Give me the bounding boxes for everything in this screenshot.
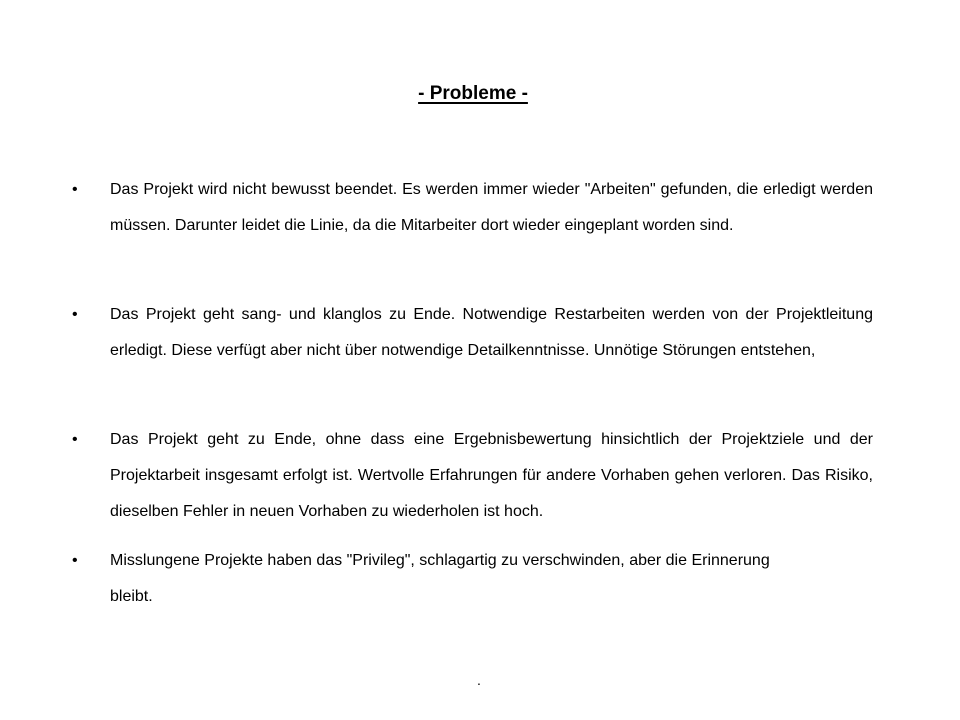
footer-mark: . [477, 672, 481, 688]
bullet-item [72, 297, 873, 369]
bullet-item [72, 543, 810, 615]
bullet-item [72, 172, 873, 244]
bullet-marker: • [72, 431, 78, 448]
page-title: - Probleme - [418, 83, 528, 104]
bullet-marker: • [72, 306, 78, 323]
bullet-marker: • [72, 181, 78, 198]
bullet-text: Das Projekt geht sang- und klanglos zu Ende. Notwendige Restarbeiten werden von der Projektleitung erledigt. Diese verfügt aber nicht über notwendige Detailkenntnisse. Unnötige Störungen entstehen, [110, 306, 873, 359]
bullet-item [72, 422, 873, 530]
bullet-text: Das Projekt wird nicht bewusst beendet. Es werden immer wieder "Arbeiten" gefunden, die erledigt werden müssen. Darunter leidet die Linie, da die Mitarbeiter dort wieder eingeplant worden sind. [110, 181, 873, 234]
bullet-text: Das Projekt geht zu Ende, ohne dass eine Ergebnisbewertung hinsichtlich der Projektziele und der Projektarbeit insgesamt erfolgt ist. Wertvolle Erfahrungen für andere Vorhaben gehen verloren. Das Risiko, dieselben Fehler in neuen Vorhaben zu wiederholen ist hoch. [110, 431, 873, 520]
bullet-marker: • [72, 552, 78, 569]
bullet-text: Misslungene Projekte haben das "Privileg", schlagartig zu verschwinden, aber die Erinnerung bleibt. [110, 552, 770, 605]
